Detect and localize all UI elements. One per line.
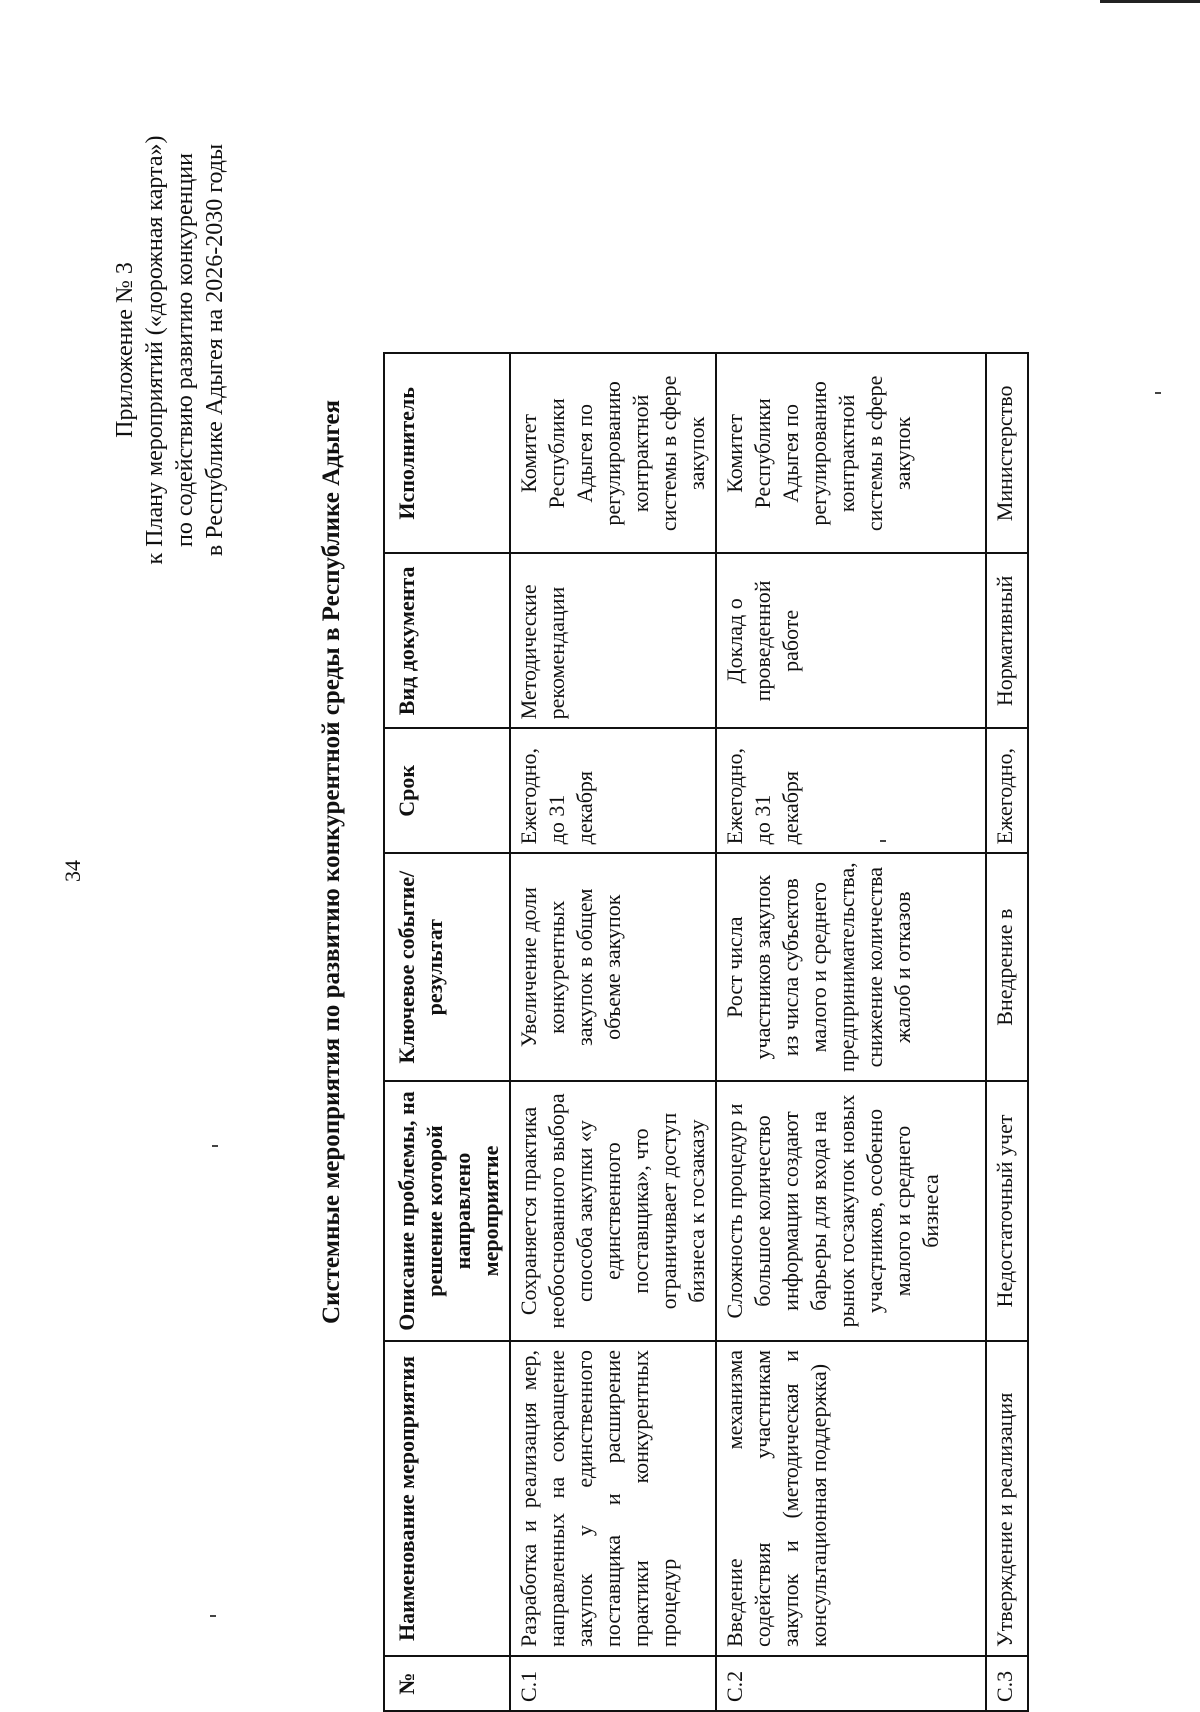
- table-row: [510, 353, 716, 1711]
- cell-term: Ежегодно, до 31 декабря: [510, 728, 716, 853]
- appendix-header: [110, 70, 230, 630]
- cell-doc: Доклад о проведенной работе: [716, 553, 986, 728]
- header-problem: Описание проблемы, на решение которой направлено мероприятие: [384, 1081, 510, 1341]
- header-result: Ключевое событие/ результат: [384, 853, 510, 1081]
- cell-name: Утверждение и реализация: [986, 1341, 1028, 1656]
- appendix-line: в Республике Адыгея на 2026-2030 годы: [202, 143, 228, 557]
- table-header-row: [384, 353, 510, 1711]
- header-num: №: [384, 1656, 510, 1711]
- cell-term: Ежегодно,: [986, 728, 1028, 853]
- appendix-line: по содействию развитию конкуренции: [172, 153, 198, 547]
- header-executor: Исполнитель: [384, 353, 510, 553]
- cell-result: Увеличение доли конкурентных закупок в общем объеме закупок: [510, 853, 716, 1081]
- cell-num: С.3: [986, 1656, 1028, 1711]
- page-number: 34: [60, 860, 85, 882]
- document-title: Системные мероприятия по развитию конкурентной среды в Республике Адыгея: [318, 399, 345, 1325]
- cell-name: Разработка и реализация мер, направленных на сокращение закупок у единственного поставщика и расширение практики конкурентных процедур: [510, 1341, 716, 1656]
- cell-problem: Недостаточный учет: [986, 1081, 1028, 1341]
- appendix-line: Приложение № 3: [112, 262, 138, 438]
- cell-result: Рост числа участников закупок из числа субъектов малого и среднего предпринимательства, снижение количества жалоб и отказов: [716, 853, 986, 1081]
- cell-executor: Комитет Республики Адыгея по регулированию контрактной системы в сфере закупок: [716, 353, 986, 553]
- cell-result: Внедрение в: [986, 853, 1028, 1081]
- header-doc: Вид документа: [384, 553, 510, 728]
- header-name: Наименование мероприятия: [384, 1341, 510, 1656]
- cell-num: С.1: [510, 1656, 716, 1711]
- appendix-line: к Плану мероприятий («дорожная карта»): [142, 135, 168, 565]
- cell-executor: Министерство: [986, 353, 1028, 553]
- cell-executor: Комитет Республики Адыгея по регулированию контрактной системы в сфере закупок: [510, 353, 716, 553]
- table-row: [716, 353, 986, 1711]
- cell-name: Введение механизма содействия участникам закупок и (методическая и консультационная поддержка): [716, 1341, 986, 1656]
- table-row: [986, 353, 1028, 1711]
- measures-table: [383, 352, 1029, 1712]
- cell-doc: Нормативный: [986, 553, 1028, 728]
- cell-doc: Методические рекомендации: [510, 553, 716, 728]
- cell-num: С.2: [716, 1656, 986, 1711]
- cell-problem: Сложность процедур и большое количество информации создают барьеры для входа на рынок госзакупок новых участников, особенно малого и среднего бизнеса: [716, 1081, 986, 1341]
- header-term: Срок: [384, 728, 510, 853]
- cell-problem: Сохраняется практика необоснованного выбора способа закупки «у единственного поставщика», что ограничивает доступ бизнеса к госзаказу: [510, 1081, 716, 1341]
- cell-term: Ежегодно, до 31 декабря: [716, 728, 986, 853]
